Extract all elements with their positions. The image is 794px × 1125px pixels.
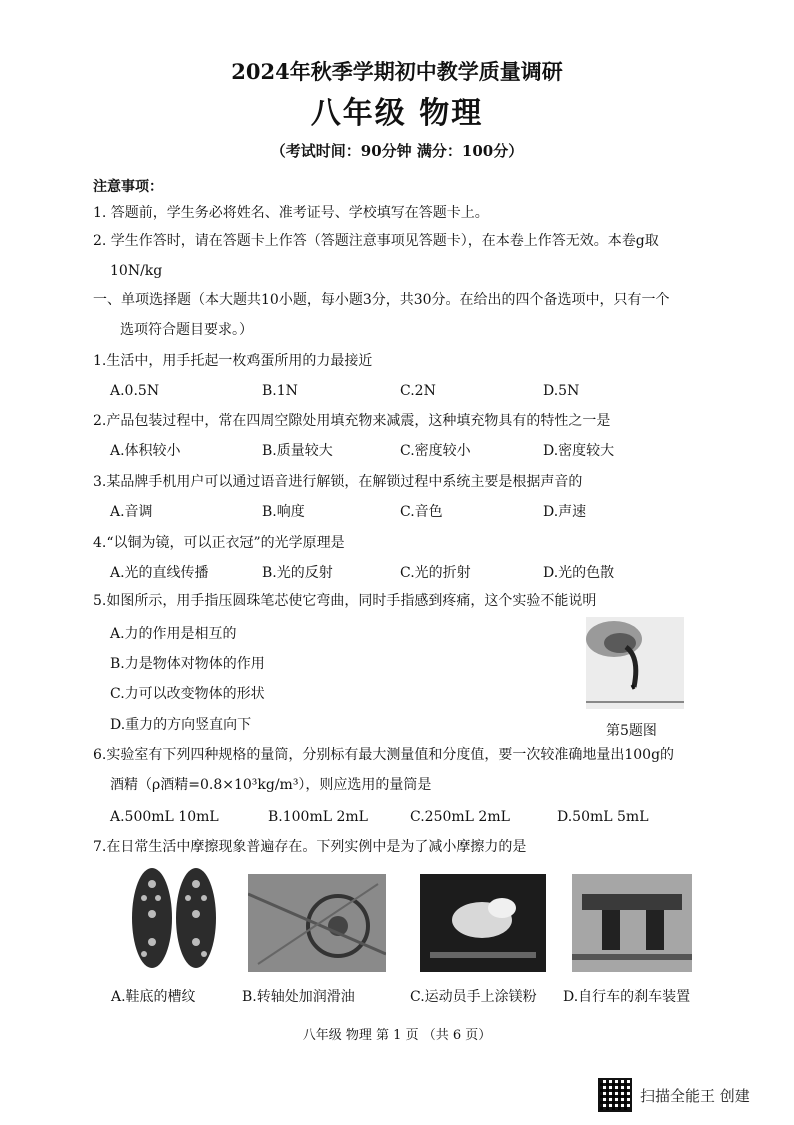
question-1-option-c: C.2N — [400, 383, 436, 399]
shoe-sole-image — [128, 864, 220, 972]
question-5-option-d: D.重力的方向竖直向下 — [110, 717, 252, 733]
question-7-option-c: C.运动员手上涂镁粉 — [410, 989, 537, 1005]
question-2-option-d: D.密度较大 — [543, 443, 615, 459]
qr-code-icon — [598, 1078, 632, 1112]
question-3-stem: 3.某品牌手机用户可以通过语音进行解锁，在解锁过程中系统主要是根据声音的 — [93, 474, 583, 490]
question-3-option-a: A.音调 — [110, 504, 153, 520]
question-4-option-d: D.光的色散 — [543, 565, 615, 581]
question-1-option-a: A.0.5N — [110, 383, 160, 399]
question-7-option-a: A.鞋底的槽纹 — [111, 989, 196, 1005]
question-5-option-b: B.力是物体对物体的作用 — [110, 656, 265, 672]
page-footer: 八年级 物理 第 1 页 （共 6 页） — [302, 1028, 492, 1043]
gymnast-chalk-image — [420, 874, 546, 972]
question-6-option-a: A.500mL 10mL — [110, 809, 219, 825]
question-6-option-c: C.250mL 2mL — [410, 809, 510, 825]
question-4-option-b: B.光的反射 — [262, 565, 333, 581]
exam-subject: 八年级 物理 — [310, 96, 484, 131]
exam-info: （考试时间：90分钟 满分：100分） — [270, 142, 524, 160]
section1-heading-cont: 选项符合题目要求。） — [120, 322, 253, 338]
question-4-stem: 4.“以铜为镜，可以正衣冠”的光学原理是 — [93, 535, 345, 551]
question-3-option-c: C.音色 — [400, 504, 443, 520]
bicycle-axle-image — [248, 874, 386, 972]
scanner-watermark — [598, 1078, 750, 1112]
bicycle-brake-image — [572, 874, 692, 972]
watermark-text: 扫描全能王 创建 — [640, 1086, 750, 1105]
question-6-option-b: B.100mL 2mL — [268, 809, 368, 825]
question-5-option-a: A.力的作用是相互的 — [110, 626, 237, 642]
note-item-2: 2. 学生作答时，请在答题卡上作答（答题注意事项见答题卡），在本卷上作答无效。本卷g取 — [93, 233, 659, 249]
question-6-stem-line2: 酒精（ρ酒精=0.8×10³kg/m³），则应选用的量筒是 — [110, 777, 432, 793]
question-4-option-c: C.光的折射 — [400, 565, 471, 581]
question-5-figure — [586, 617, 684, 709]
question-1-option-b: B.1N — [262, 383, 298, 399]
question-1-stem: 1.生活中，用手托起一枚鸡蛋所用的力最接近 — [93, 353, 373, 369]
question-2-option-a: A.体积较小 — [110, 443, 181, 459]
question-4-option-a: A.光的直线传播 — [110, 565, 209, 581]
question-3-option-d: D.声速 — [543, 504, 587, 520]
question-5-option-c: C.力可以改变物体的形状 — [110, 686, 265, 702]
question-2-option-b: B.质量较大 — [262, 443, 333, 459]
note-item-2-cont: 10N/kg — [110, 263, 163, 279]
question-3-option-b: B.响度 — [262, 504, 305, 520]
notes-heading: 注意事项： — [93, 179, 163, 195]
question-7-option-b: B.转轴处加润滑油 — [242, 989, 355, 1005]
question-5-stem: 5.如图所示，用手指压圆珠笔芯使它弯曲，同时手指感到疼痛，这个实验不能说明 — [93, 593, 597, 609]
question-6-option-d: D.50mL 5mL — [557, 809, 649, 825]
question-1-option-d: D.5N — [543, 383, 580, 399]
question-5-figure-caption: 第5题图 — [606, 723, 657, 739]
question-2-stem: 2.产品包装过程中，常在四周空隙处用填充物来减震，这种填充物具有的特性之一是 — [93, 413, 611, 429]
question-6-stem-line1: 6.实验室有下列四种规格的量筒，分别标有最大测量值和分度值，要一次较准确地量出100g的 — [93, 747, 675, 763]
exam-title: 2024年秋季学期初中教学质量调研 — [231, 59, 563, 84]
question-2-option-c: C.密度较小 — [400, 443, 471, 459]
question-7-option-d: D.自行车的刹车装置 — [563, 989, 691, 1005]
section1-heading: 一、单项选择题（本大题共10小题，每小题3分，共30分。在给出的四个备选项中，只有一个 — [93, 292, 670, 308]
note-item-1: 1. 答题前，学生务必将姓名、准考证号、学校填写在答题卡上。 — [93, 205, 489, 221]
question-7-stem: 7.在日常生活中摩擦现象普遍存在。下列实例中是为了减小摩擦力的是 — [93, 839, 527, 855]
